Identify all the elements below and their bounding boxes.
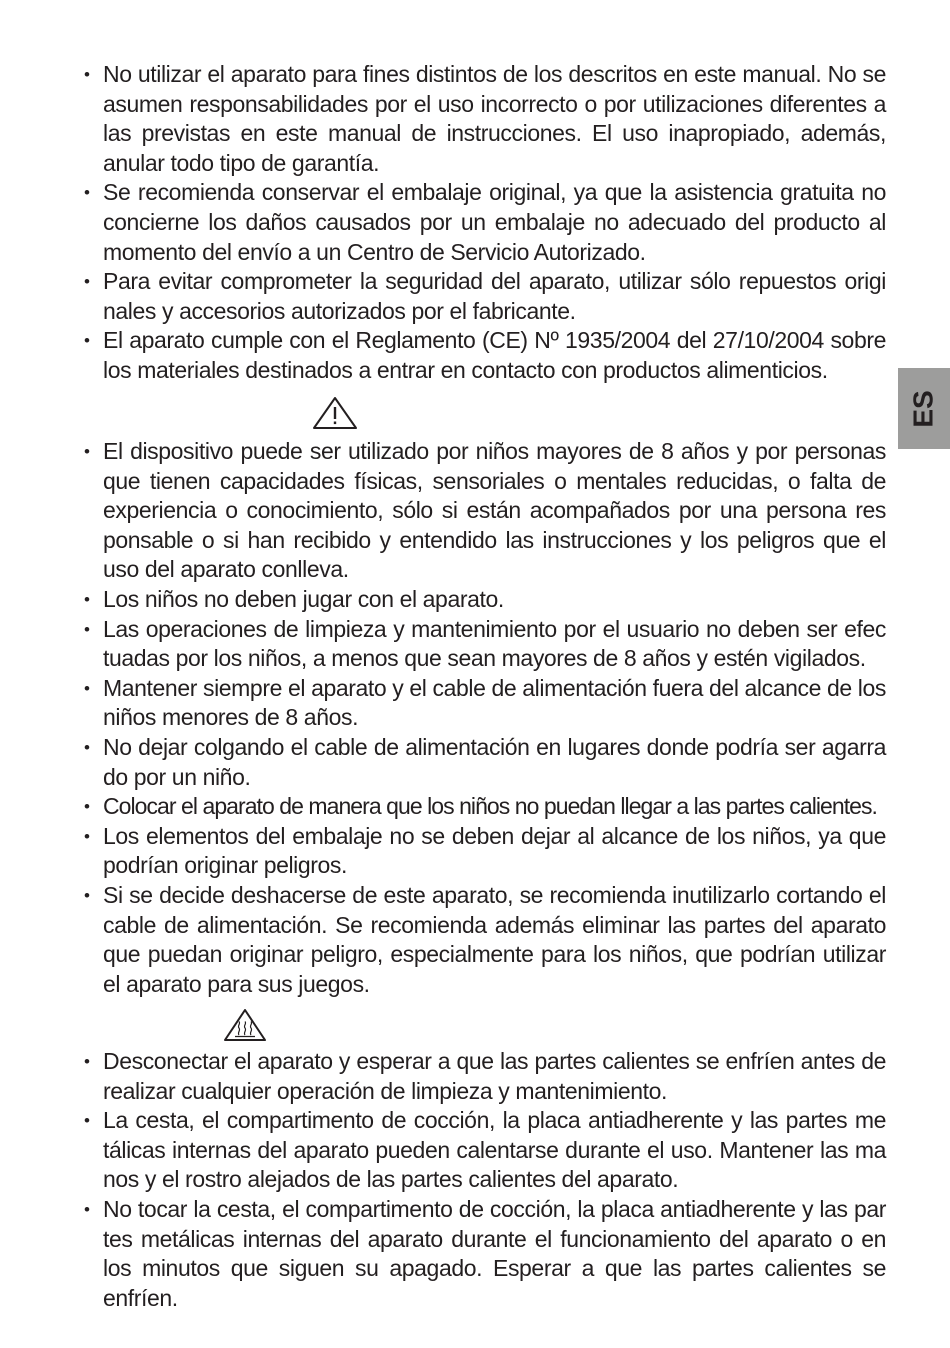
bullet: • (84, 1199, 90, 1219)
children-safety-section (0, 437, 950, 999)
warning-triangle-icon (311, 395, 359, 431)
list-item-text: No dejar colgando el cable de alimentación en lugares donde podría ser agarra do por un niño. (103, 733, 886, 790)
list-item (84, 822, 886, 881)
bullet: • (84, 826, 90, 846)
list-item-text: El dispositivo puede ser utilizado por niños mayores de 8 años y por personas que tienen capacidades físicas, sensoriales o mentales reducidas, o falta de experiencia o conocimiento, sólo si están acompañados por una persona res ponsable o si han recibido y entendido las instrucciones y los peligros que el uso del aparato conlleva. (103, 438, 886, 583)
list-item (84, 585, 886, 615)
list-item (84, 615, 886, 674)
bullet: • (84, 65, 90, 84)
list-item-text: Colocar el aparato de manera que los niños no puedan llegar a las partes calientes. (103, 793, 877, 820)
bullet: • (84, 1052, 90, 1071)
list-item (84, 267, 886, 326)
list-item (84, 1047, 886, 1106)
list-item-text: No utilizar el aparato para fines distintos de los descritos en este manual. No se asumen responsabilidades por el uso incorrecto o por utilizaciones diferentes a las previstas en este manual de instrucciones. El uso inapropiado, además, anular todo tipo de garantía. (103, 61, 886, 176)
list-item (84, 60, 886, 178)
bullet: • (84, 619, 90, 639)
list-item-text: Para evitar comprometer la seguridad del aparato, utilizar sólo repuestos origi nales y accesorios autorizados por el fabricante. (103, 268, 886, 324)
bullet: • (84, 737, 90, 757)
list-item (84, 674, 886, 733)
bullet: • (84, 183, 90, 203)
list-item-text: No tocar la cesta, el compartimento de cocción, la placa antiadherente y las par tes metálicas internas del aparato durante el funcionamiento del aparato o en los minutos que siguen su apagado. Esperar a que las partes calientes se enfríen. (103, 1195, 886, 1311)
bullet: • (84, 885, 90, 905)
hot-surface-icon (222, 1007, 268, 1043)
children-safety-list (0, 437, 950, 999)
list-item (84, 881, 886, 999)
list-item-text: El aparato cumple con el Reglamento (CE) Nº 1935/2004 del 27/10/2004 sobre los materiales destinados a entrar en contacto con productos alimenticios. (103, 327, 886, 383)
bullet: • (84, 589, 90, 609)
language-tab (898, 368, 950, 449)
list-item-text: Los elementos del embalaje no se deben dejar al alcance de los niños, ya que podrían originar peligros. (103, 822, 886, 879)
list-item-text: Mantener siempre el aparato y el cable de alimentación fuera del alcance de los niños menores de 8 años. (103, 674, 886, 731)
bullet: • (84, 1111, 90, 1131)
bullet: • (84, 678, 90, 698)
list-item (84, 1106, 886, 1195)
list-item (84, 1195, 886, 1313)
list-item-text: Se recomienda conservar el embalaje original, ya que la asistencia gratuita no concierne los daños causados por un embalaje no adecuado del producto al momento del envío a un Centro de Servicio Autorizado. (103, 179, 886, 265)
list-item (84, 437, 886, 585)
list-item-text: Las operaciones de limpieza y mantenimiento por el usuario no deben ser efec tuadas por los niños, a menos que sean mayores de 8 años y estén vigilados. (103, 615, 886, 672)
list-item (84, 792, 886, 822)
general-safety-list (0, 60, 950, 386)
list-item-text: Los niños no deben jugar con el aparato. (103, 585, 504, 612)
list-item (84, 178, 886, 267)
list-item-text: Desconectar el aparato y esperar a que las partes calientes se enfríen antes de realizar cualquier operación de limpieza y mantenimiento. (103, 1048, 886, 1104)
bullet: • (84, 331, 90, 351)
bullet: • (84, 442, 90, 461)
bullet: • (84, 272, 90, 292)
list-item (84, 733, 886, 792)
hot-surface-list (0, 1047, 950, 1313)
bullet: • (84, 797, 90, 817)
hot-surface-section (0, 1047, 950, 1313)
general-safety-section (0, 60, 950, 386)
language-tab-label: ES (907, 389, 939, 428)
list-item (84, 326, 886, 385)
list-item-text: La cesta, el compartimento de cocción, la placa antiadherente y las partes me tálicas internas del aparato pueden calentarse durante el uso. Mantener las ma nos y el rostro alejados de las partes calientes del aparato. (103, 1107, 886, 1193)
list-item-text: Si se decide deshacerse de este aparato, se recomienda inutilizarlo cortando el cable de alimentación. Se recomienda además eliminar las partes del aparato que puedan originar peligro, especialmente para los niños, que podrían utilizar el aparato para sus juegos. (103, 881, 886, 997)
